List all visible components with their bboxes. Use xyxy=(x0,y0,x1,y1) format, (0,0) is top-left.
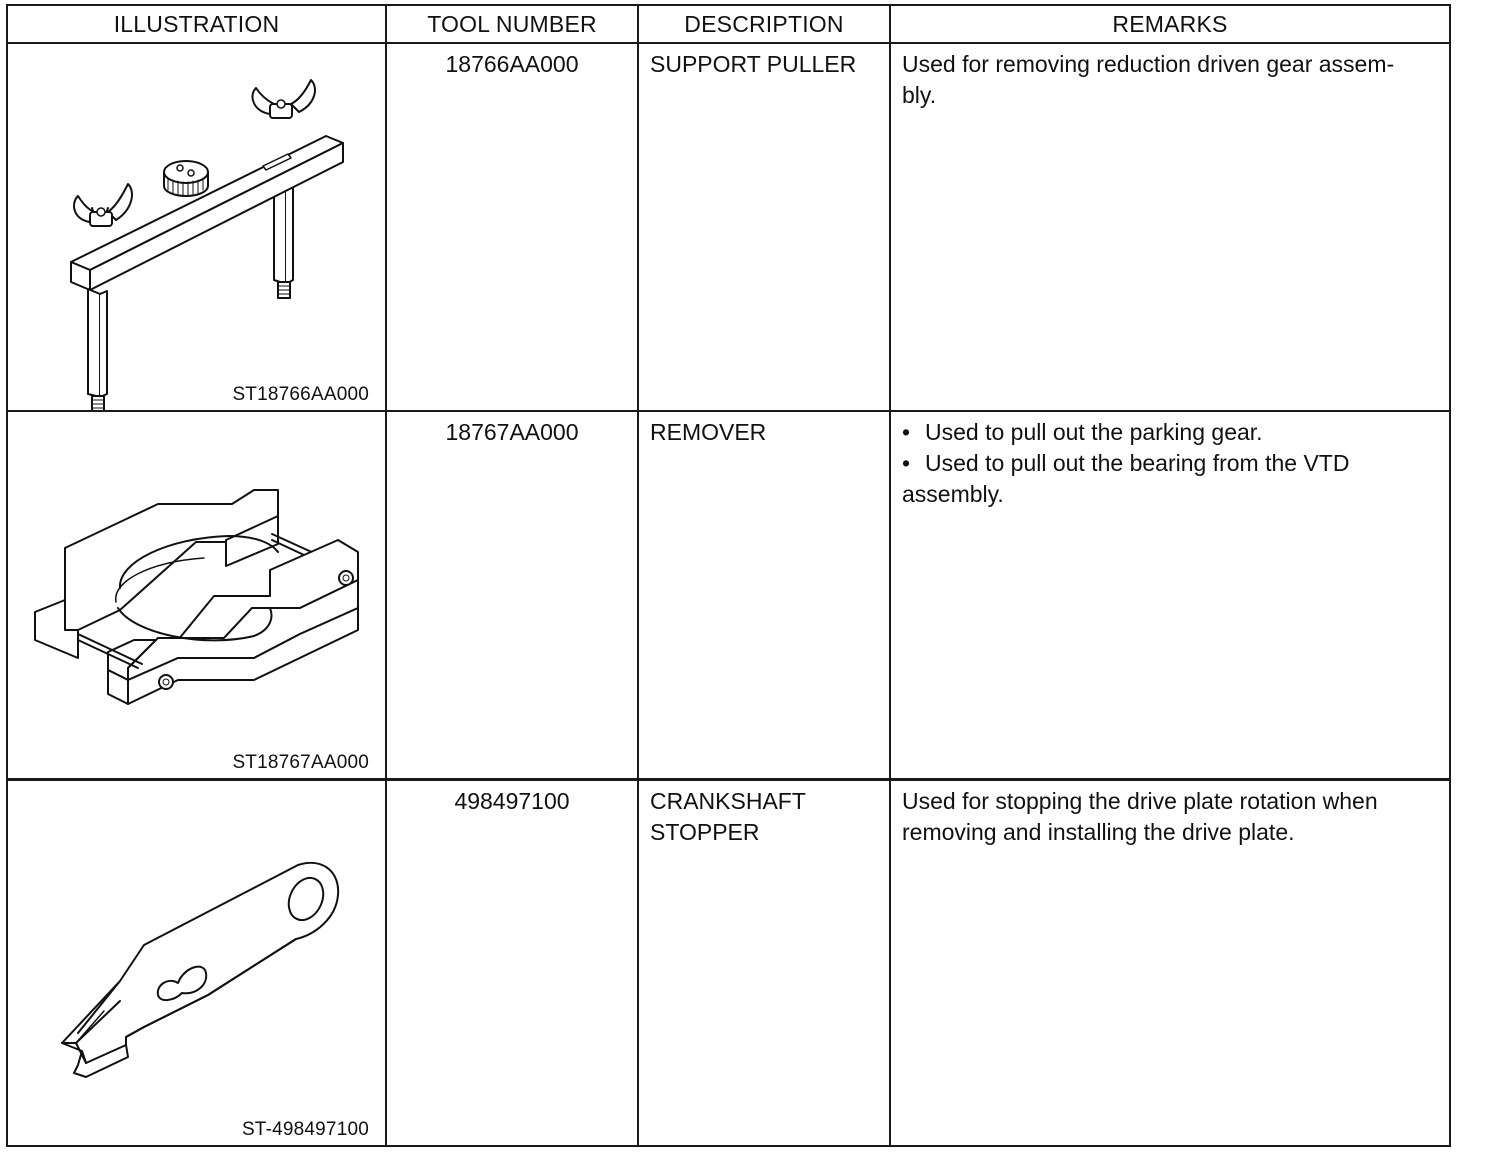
remarks-line: bly. xyxy=(902,82,937,108)
description xyxy=(639,44,889,80)
support-puller-icon xyxy=(8,44,387,410)
remover-icon xyxy=(8,412,387,778)
remarks-line: Used for removing reduction driven gear assem- xyxy=(902,51,1395,77)
remarks xyxy=(891,412,1449,510)
bullet-icon: • xyxy=(902,419,911,445)
description-cell xyxy=(638,411,890,780)
table-row xyxy=(7,411,1450,780)
description-line: REMOVER xyxy=(650,419,767,445)
tool-number: 18766AA000 xyxy=(445,51,579,77)
header-description: DESCRIPTION xyxy=(638,5,890,43)
remarks-line: assembly. xyxy=(902,481,1004,507)
tool-number-cell xyxy=(386,780,638,1147)
description xyxy=(639,412,889,448)
table-row xyxy=(7,43,1450,411)
remarks-line: Used for stopping the drive plate rotation when xyxy=(902,788,1378,814)
description xyxy=(639,781,889,848)
tool-number: 498497100 xyxy=(454,788,570,814)
description-cell xyxy=(638,780,890,1147)
remarks xyxy=(891,781,1449,848)
header-remarks: REMARKS xyxy=(890,5,1450,43)
tool-number-cell xyxy=(386,43,638,411)
remarks-bullet-item xyxy=(902,417,1441,448)
remarks-line: Used to pull out the parking gear. xyxy=(925,419,1263,445)
remarks-cell xyxy=(890,411,1450,780)
remarks xyxy=(891,44,1449,111)
description-line: SUPPORT PULLER xyxy=(650,51,857,77)
bullet-icon: • xyxy=(902,450,911,476)
illustration-cell xyxy=(7,780,386,1147)
illustration-code: ST18766AA000 xyxy=(232,384,369,405)
illustration-cell xyxy=(7,411,386,780)
header-tool-number: TOOL NUMBER xyxy=(386,5,638,43)
remarks-cell xyxy=(890,780,1450,1147)
remarks-bullet-item xyxy=(902,448,1441,479)
description-cell xyxy=(638,43,890,411)
crankshaft-stopper-icon xyxy=(8,781,387,1147)
illustration-code: ST-498497100 xyxy=(241,1119,369,1140)
description-line: STOPPER xyxy=(650,819,760,845)
table-header-row xyxy=(7,5,1450,43)
tool-number: 18767AA000 xyxy=(445,419,579,445)
remarks-line: Used to pull out the bearing from the VTD xyxy=(925,450,1350,476)
tool-number-cell xyxy=(386,411,638,780)
table-row xyxy=(7,780,1450,1147)
illustration-code: ST18767AA000 xyxy=(232,752,369,773)
illustration-cell xyxy=(7,43,386,411)
description-line: CRANKSHAFT xyxy=(650,788,806,814)
remarks-line: removing and installing the drive plate. xyxy=(902,819,1295,845)
remarks-cell xyxy=(890,43,1450,411)
special-tools-table xyxy=(6,4,1451,1147)
header-illustration: ILLUSTRATION xyxy=(7,5,386,43)
